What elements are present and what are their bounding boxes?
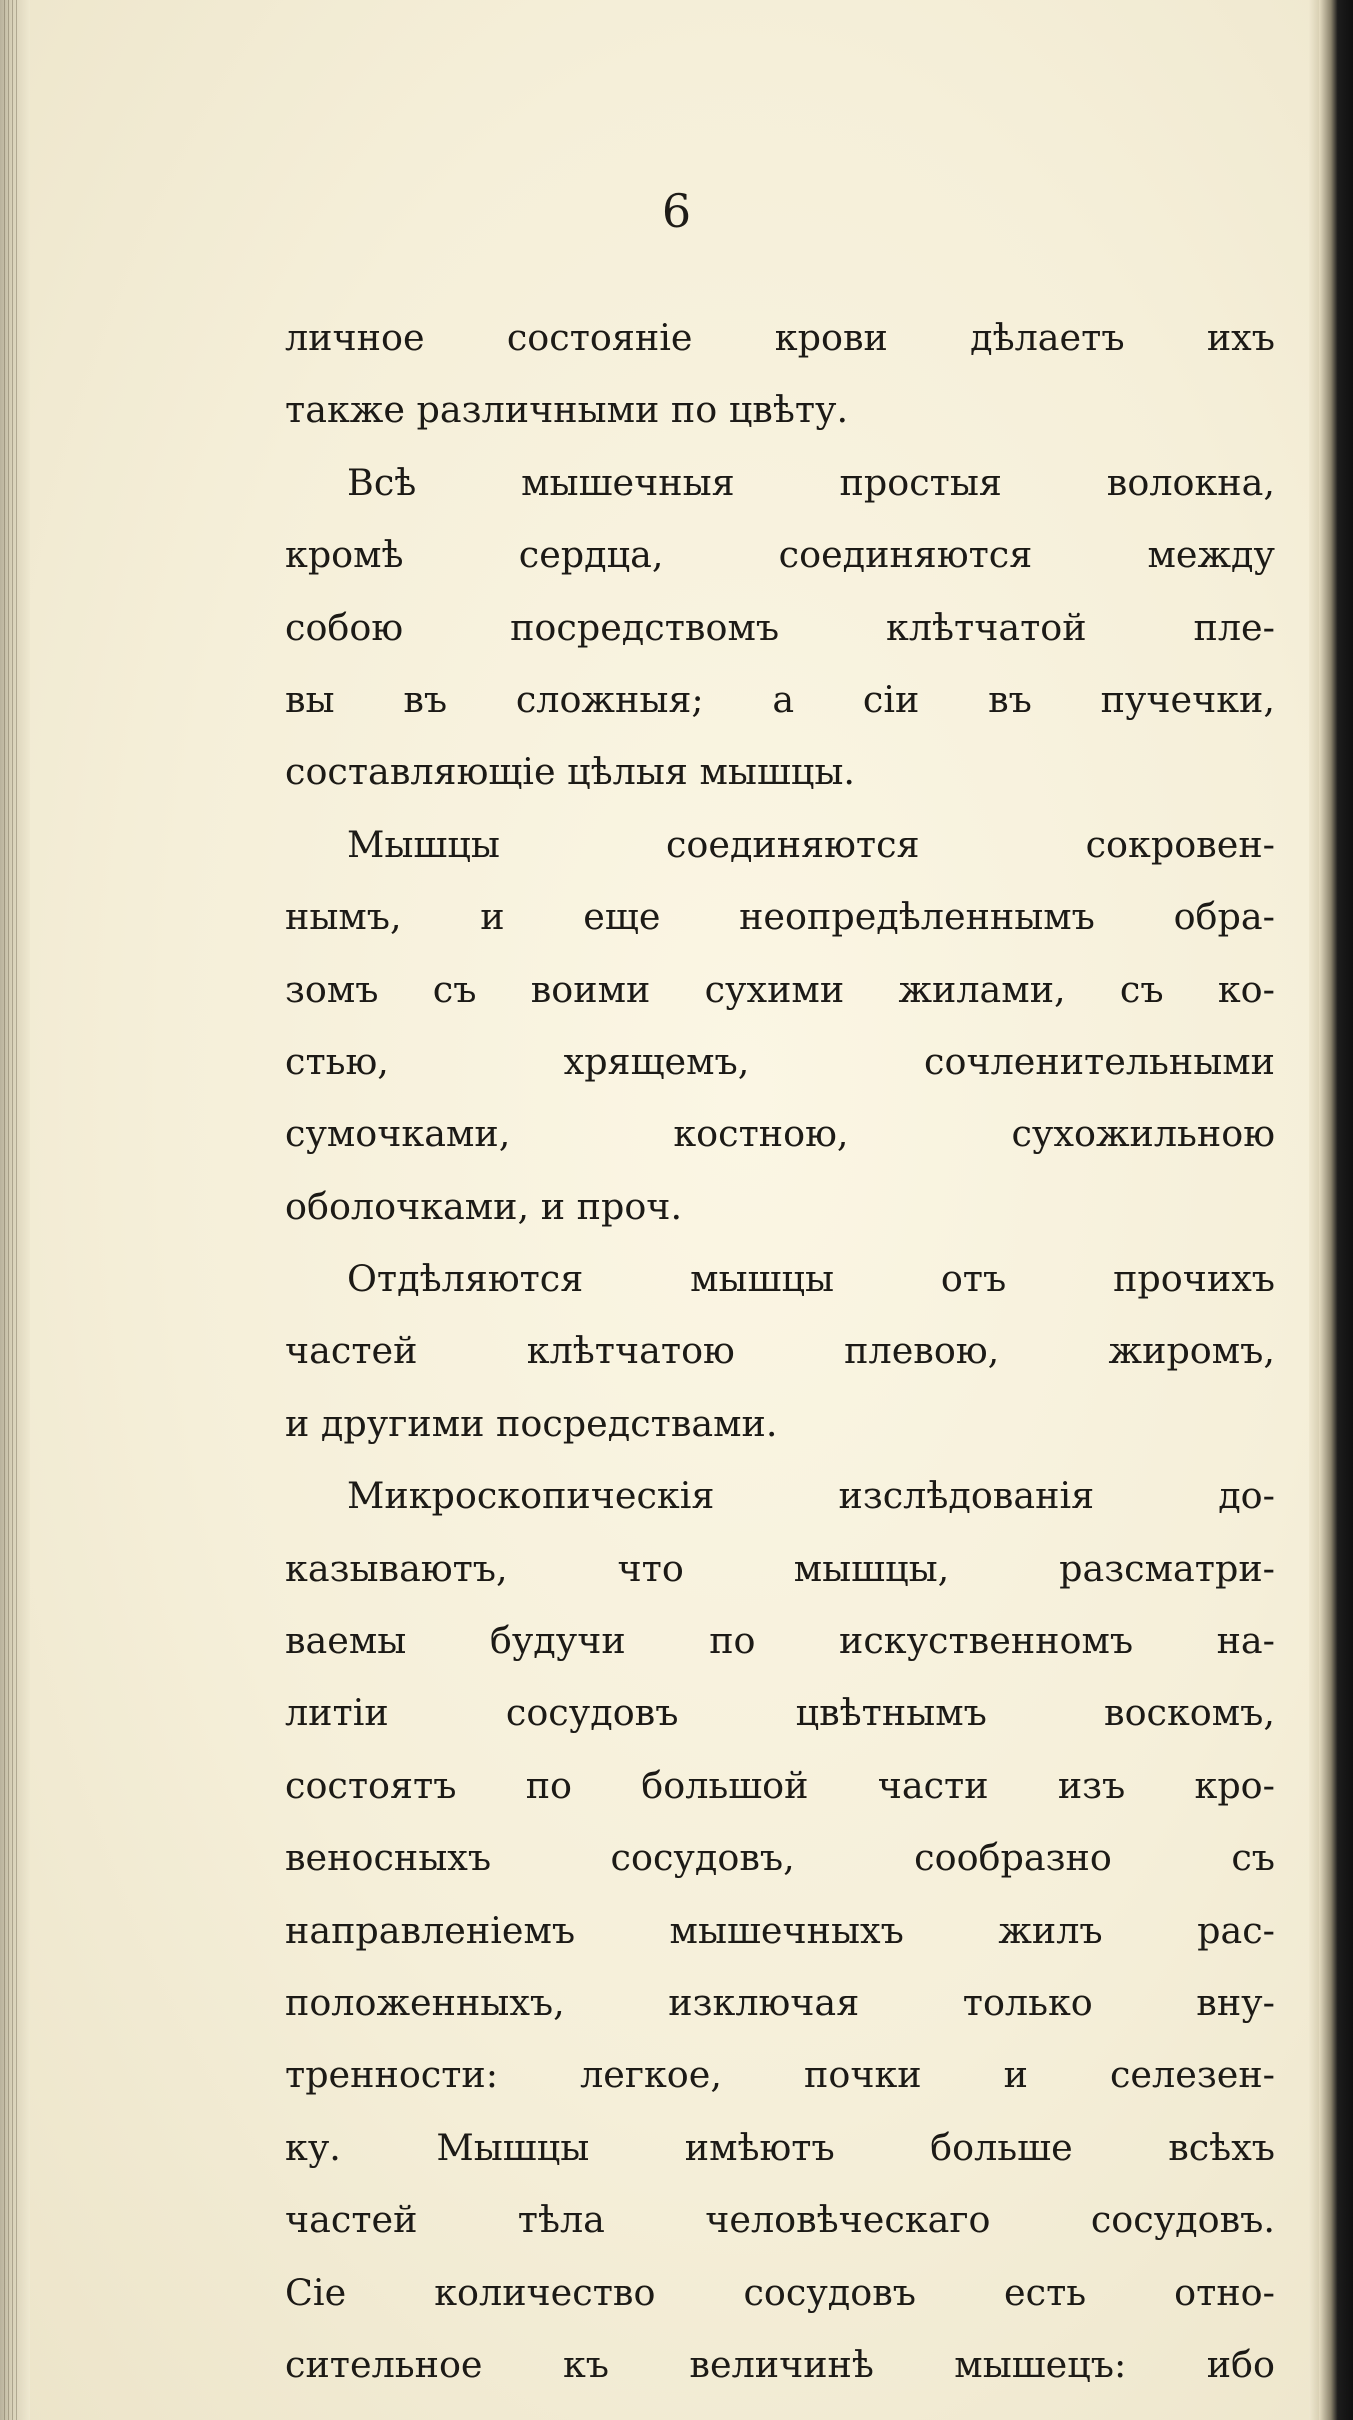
text-line: направленіемъ мышечныхъ жилъ рас-	[285, 1908, 1275, 1952]
text-line: сумочками, костною, сухожильною	[285, 1112, 1275, 1156]
binding-lines	[4, 0, 18, 2420]
text-line: частей клѣтчатою плевою, жиромъ,	[285, 1329, 1275, 1373]
text-line: литіи сосудовъ цвѣтнымъ воскомъ,	[285, 1691, 1275, 1735]
text-line: собою посредствомъ клѣтчатой пле-	[285, 605, 1275, 649]
text-line: Мышцы соединяются сокровен-	[347, 822, 1275, 866]
text-line: вы въ сложныя; а сіи въ пучечки,	[285, 677, 1275, 721]
text-line: частей тѣла человѣческаго сосудовъ.	[285, 2198, 1275, 2242]
text-line: личное состояніе крови дѣлаетъ ихъ	[285, 316, 1275, 359]
text-line: Сіе количество сосудовъ есть отно-	[285, 2270, 1275, 2314]
text-line: положенныхъ, изключая только вну-	[285, 1980, 1275, 2024]
text-line: сительное къ величинѣ мышецъ: ибо	[285, 2342, 1275, 2386]
text-line: казываютъ, что мышцы, разсматри-	[285, 1546, 1275, 1590]
page-right-edge	[1319, 0, 1353, 2420]
text-line: состоятъ по большой части изъ кро-	[285, 1763, 1275, 1807]
text-line: Всѣ мышечныя простыя волокна,	[347, 460, 1275, 504]
text-line: составляющіе цѣлыя мышцы.	[285, 750, 856, 794]
page-number: 6	[661, 184, 692, 238]
text-line: также различными по цвѣту.	[285, 388, 849, 432]
body-text	[285, 302, 1275, 2401]
text-line: нымъ, и еще неопредѣленнымъ обра-	[285, 895, 1275, 939]
text-line: веносныхъ сосудовъ, сообразно съ	[285, 1836, 1275, 1880]
text-line: кромѣ сердца, соединяются между	[285, 533, 1275, 577]
text-line: оболочками, и проч.	[285, 1184, 683, 1228]
text-line: тренности: легкое, почки и селезен-	[285, 2053, 1275, 2097]
text-line: Микроскопическія изслѣдованія до-	[347, 1474, 1275, 1518]
text-line: зомъ съ воими сухими жилами, съ ко-	[285, 967, 1275, 1011]
text-line: стью, хрящемъ, сочленительными	[285, 1039, 1275, 1083]
page-right-strip	[1309, 0, 1319, 2420]
text-line: ку. Мышцы имѣютъ больше всѣхъ	[285, 2125, 1275, 2169]
text-line: Отдѣляются мышцы отъ прочихъ	[347, 1257, 1275, 1301]
text-line: и другими посредствами.	[285, 1401, 778, 1445]
text-line: ваемы будучи по искуственномъ на-	[285, 1619, 1275, 1663]
